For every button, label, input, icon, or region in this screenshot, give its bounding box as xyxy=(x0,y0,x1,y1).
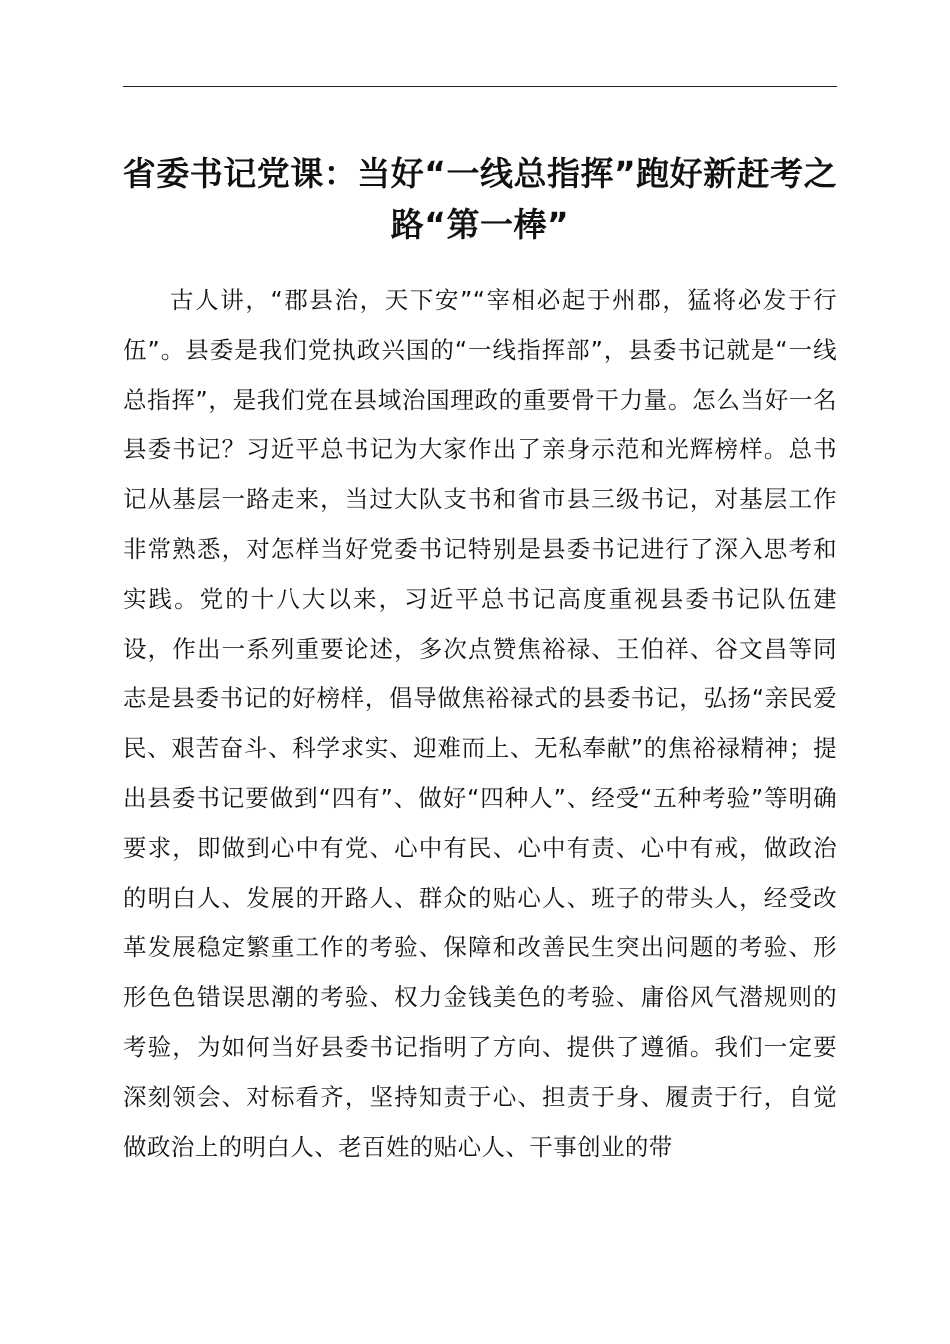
body-paragraph: 古人讲，“郡县治，天下安”“宰相必起于州郡，猛将必发于行伍”。县委是我们党执政兴国的“一线指挥部”，县委书记就是“一线总指挥”，是我们党在县域治国理政的重要骨干力量。怎么当好一名县委书记？习近平总书记为大家作出了亲身示范和光辉榜样。总书记从基层一路走来，当过大队支书和省市县三级书记，对基层工作非常熟悉，对怎样当好党委书记特别是县委书记进行了深入思考和实践。党的十八大以来，习近平总书记高度重视县委书记队伍建设，作出一系列重要论述，多次点赞焦裕禄、王伯祥、谷文昌等同志是县委书记的好榜样，倡导做焦裕禄式的县委书记，弘扬“亲民爱民、艰苦奋斗、科学求实、迎难而上、无私奉献”的焦裕禄精神；提出县委书记要做到“四有”、做好“四种人”、经受“五种考验”等明确要求，即做到心中有党、心中有民、心中有责、心中有戒，做政治的明白人、发展的开路人、群众的贴心人、班子的带头人，经受改革发展稳定繁重工作的考验、保障和改善民生突出问题的考验、形形色色错误思潮的考验、权力金钱美色的考验、庸俗风气潜规则的考验，为如何当好县委书记指明了方向、提供了遵循。我们一定要深刻领会、对标看齐，坚持知责于心、担责于身、履责于行，自觉做政治上的明白人、老百姓的贴心人、干事创业的带 xyxy=(123,286,837,1161)
header-rule xyxy=(123,86,837,87)
document-title: 省委书记党课：当好“一线总指挥”跑好新赶考之路“第一棒” xyxy=(122,154,838,244)
